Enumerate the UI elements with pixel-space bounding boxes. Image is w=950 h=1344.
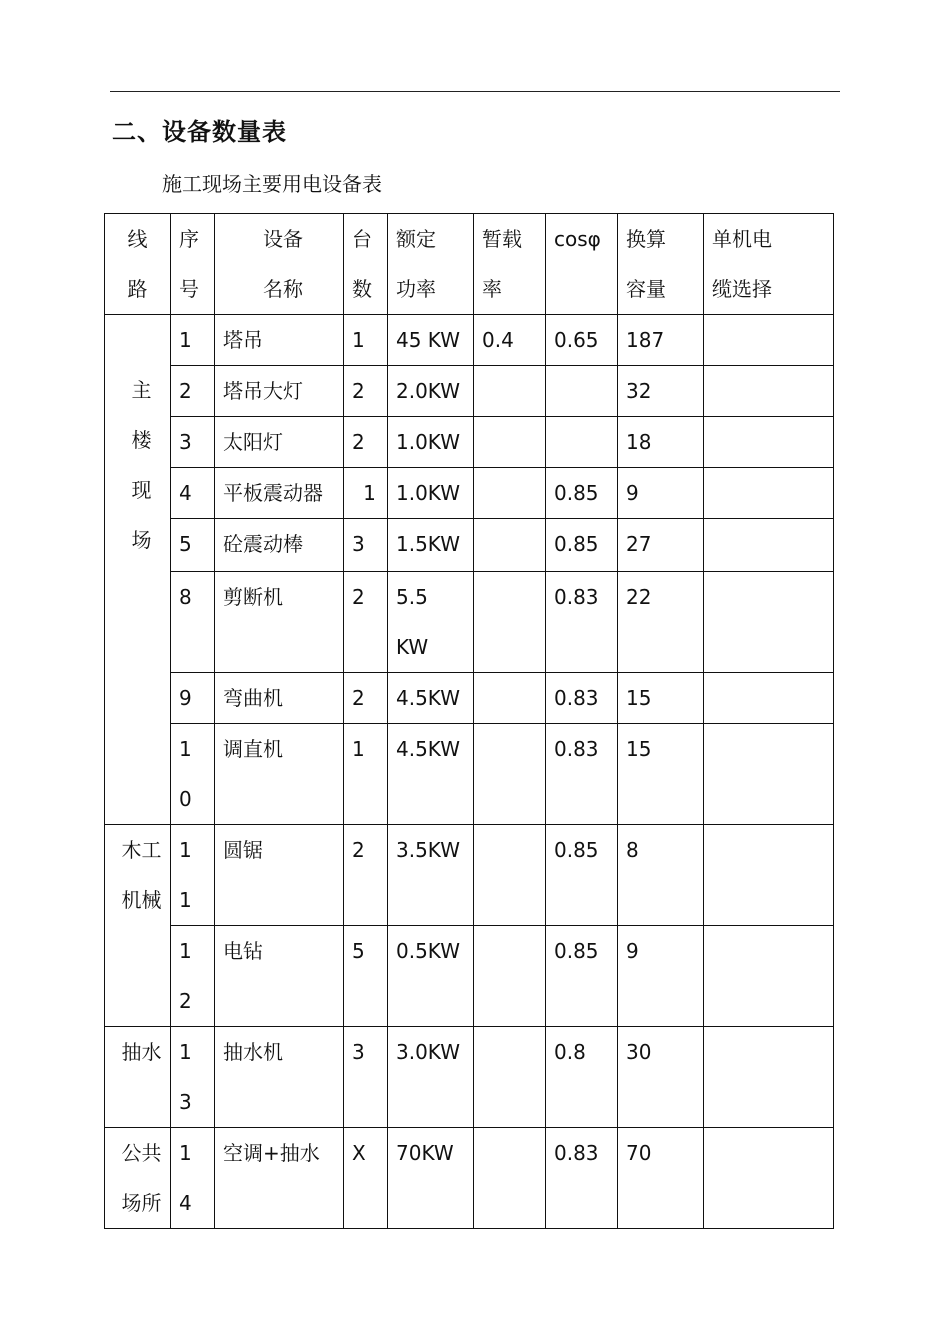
cable-cell <box>704 926 834 1027</box>
cos-cell: 0.65 <box>546 315 618 366</box>
duty-cell <box>474 519 546 572</box>
table-row <box>105 366 834 417</box>
table-row <box>105 825 834 926</box>
device-name-cell: 太阳灯 <box>215 417 344 468</box>
duty-cell <box>474 926 546 1027</box>
seq-cell: 4 <box>171 468 215 519</box>
capacity-cell: 9 <box>618 468 704 519</box>
count-cell: 2 <box>344 417 388 468</box>
seq-cell: 5 <box>171 519 215 572</box>
power-cell: 2.0KW <box>388 366 474 417</box>
power-cell: 1.5KW <box>388 519 474 572</box>
header-duty: 暂载 率 <box>474 214 546 315</box>
seq-cell: 1 <box>171 315 215 366</box>
seq-cell: 8 <box>171 572 215 673</box>
header-capacity: 换算 容量 <box>618 214 704 315</box>
seq-cell: 3 <box>171 417 215 468</box>
count-cell: 2 <box>344 366 388 417</box>
power-cell: 1.0KW <box>388 417 474 468</box>
table-row <box>105 724 834 825</box>
group-public-places: 公共 场所 <box>105 1128 171 1229</box>
cos-cell <box>546 417 618 468</box>
header-cable: 单机电 缆选择 <box>704 214 834 315</box>
table-row <box>105 926 834 1027</box>
group-pumping: 抽水 <box>105 1027 171 1128</box>
cable-cell <box>704 468 834 519</box>
cable-cell <box>704 366 834 417</box>
cos-cell: 0.83 <box>546 673 618 724</box>
cable-cell <box>704 825 834 926</box>
power-cell: 70KW <box>388 1128 474 1229</box>
cable-cell <box>704 315 834 366</box>
device-name-cell: 圆锯 <box>215 825 344 926</box>
cable-cell <box>704 1128 834 1229</box>
capacity-cell: 9 <box>618 926 704 1027</box>
device-name-cell: 塔吊 <box>215 315 344 366</box>
table-row <box>105 417 834 468</box>
capacity-cell: 70 <box>618 1128 704 1229</box>
cable-cell <box>704 1027 834 1128</box>
cable-cell <box>704 417 834 468</box>
power-cell: 3.0KW <box>388 1027 474 1128</box>
count-cell: 1 <box>344 315 388 366</box>
table-header-row <box>105 214 834 315</box>
cos-cell: 0.8 <box>546 1027 618 1128</box>
power-cell: 4.5KW <box>388 724 474 825</box>
duty-cell <box>474 1027 546 1128</box>
count-cell: 2 <box>344 673 388 724</box>
cos-cell: 0.85 <box>546 825 618 926</box>
group-woodworking: 木工 机械 <box>105 825 171 1027</box>
power-cell: 45 KW <box>388 315 474 366</box>
cos-cell <box>546 366 618 417</box>
count-cell: 5 <box>344 926 388 1027</box>
table-row <box>105 1027 834 1128</box>
header-device: 设备 名称 <box>215 214 344 315</box>
table-row <box>105 1128 834 1229</box>
seq-cell: 9 <box>171 673 215 724</box>
power-cell: 3.5KW <box>388 825 474 926</box>
header-cos: cosφ <box>546 214 618 315</box>
capacity-cell: 32 <box>618 366 704 417</box>
duty-cell: 0.4 <box>474 315 546 366</box>
power-cell: 0.5KW <box>388 926 474 1027</box>
capacity-cell: 18 <box>618 417 704 468</box>
count-cell: 1 <box>344 724 388 825</box>
capacity-cell: 22 <box>618 572 704 673</box>
power-cell: 5.5 KW <box>388 572 474 673</box>
device-name-cell: 塔吊大灯 <box>215 366 344 417</box>
cable-cell <box>704 673 834 724</box>
header-count: 台 数 <box>344 214 388 315</box>
duty-cell <box>474 673 546 724</box>
count-cell: 2 <box>344 572 388 673</box>
cos-cell: 0.85 <box>546 519 618 572</box>
device-name-cell: 调直机 <box>215 724 344 825</box>
cos-cell: 0.85 <box>546 926 618 1027</box>
table-caption: 施工现场主要用电设备表 <box>162 172 382 196</box>
table-row <box>105 673 834 724</box>
cos-cell: 0.83 <box>546 572 618 673</box>
seq-cell: 1 3 <box>171 1027 215 1128</box>
duty-cell <box>474 572 546 673</box>
cable-cell <box>704 572 834 673</box>
duty-cell <box>474 417 546 468</box>
section-heading: 二、设备数量表 <box>112 118 287 146</box>
capacity-cell: 27 <box>618 519 704 572</box>
seq-cell: 1 2 <box>171 926 215 1027</box>
duty-cell <box>474 468 546 519</box>
table-row <box>105 519 834 572</box>
device-name-cell: 砼震动棒 <box>215 519 344 572</box>
capacity-cell: 15 <box>618 673 704 724</box>
device-name-cell: 电钻 <box>215 926 344 1027</box>
count-cell: 3 <box>344 519 388 572</box>
seq-cell: 1 4 <box>171 1128 215 1229</box>
duty-cell <box>474 724 546 825</box>
count-cell: 3 <box>344 1027 388 1128</box>
capacity-cell: 15 <box>618 724 704 825</box>
seq-cell: 1 0 <box>171 724 215 825</box>
header-seq: 序 号 <box>171 214 215 315</box>
device-name-cell: 平板震动器 <box>215 468 344 519</box>
duty-cell <box>474 1128 546 1229</box>
count-cell: 2 <box>344 825 388 926</box>
duty-cell <box>474 366 546 417</box>
power-cell: 4.5KW <box>388 673 474 724</box>
power-cell: 1.0KW <box>388 468 474 519</box>
table-row <box>105 315 834 366</box>
seq-cell: 1 1 <box>171 825 215 926</box>
device-name-cell: 剪断机 <box>215 572 344 673</box>
cos-cell: 0.83 <box>546 724 618 825</box>
capacity-cell: 187 <box>618 315 704 366</box>
capacity-cell: 8 <box>618 825 704 926</box>
device-name-cell: 抽水机 <box>215 1027 344 1128</box>
header-power: 额定 功率 <box>388 214 474 315</box>
table-row <box>105 572 834 673</box>
count-cell: X <box>344 1128 388 1229</box>
cos-cell: 0.85 <box>546 468 618 519</box>
count-cell: 1 <box>344 468 388 519</box>
group-main-building: 主 楼 现 场 <box>105 315 171 825</box>
header-route: 线 路 <box>105 214 171 315</box>
device-name-cell: 空调+抽水 <box>215 1128 344 1229</box>
device-name-cell: 弯曲机 <box>215 673 344 724</box>
cable-cell <box>704 724 834 825</box>
capacity-cell: 30 <box>618 1027 704 1128</box>
duty-cell <box>474 825 546 926</box>
cos-cell: 0.83 <box>546 1128 618 1229</box>
seq-cell: 2 <box>171 366 215 417</box>
header-rule <box>110 91 840 92</box>
cable-cell <box>704 519 834 572</box>
table-row <box>105 468 834 519</box>
equipment-table <box>104 213 834 1229</box>
